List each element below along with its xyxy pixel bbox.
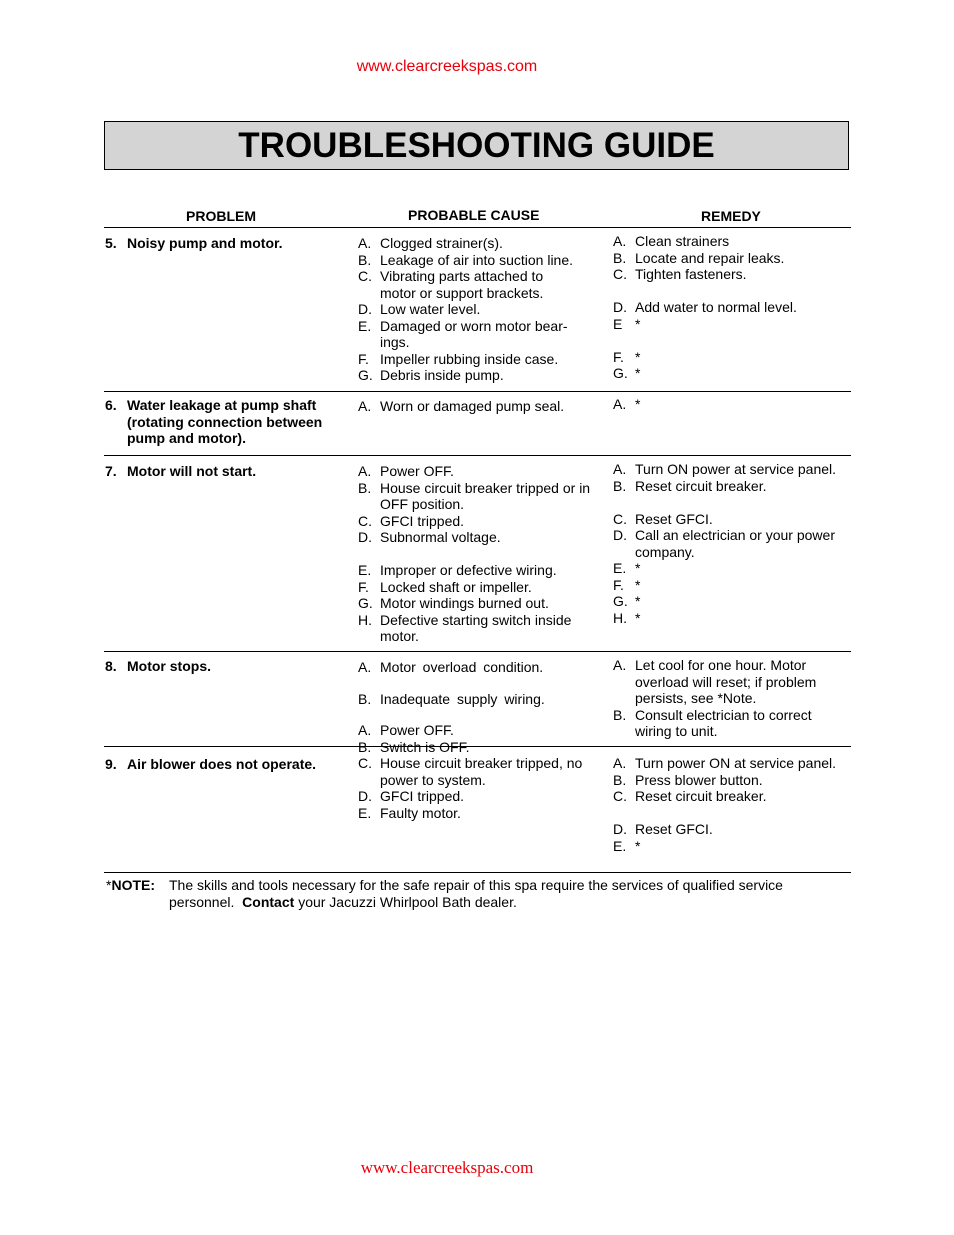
- list-item: A. *: [613, 396, 641, 412]
- list-item: A. Clean strainers: [613, 233, 730, 249]
- list-item: G. *: [613, 593, 641, 609]
- list-item: B. Leakage of air into suction line.: [358, 251, 574, 268]
- list-item: A. Turn power ON at service panel.: [613, 755, 837, 771]
- list-item: F. *: [613, 348, 641, 365]
- row-rule: [104, 651, 851, 652]
- list-item: D. Low water level.: [358, 301, 481, 317]
- list-item: B. Switch is OFF.: [358, 738, 470, 755]
- list-item: G. *: [613, 365, 641, 381]
- column-header-remedy: REMEDY: [701, 208, 761, 224]
- list-item: A. Let cool for one hour. Motor overload will reset; if problem persists, see *Note.: [613, 657, 817, 706]
- remedy-list: [613, 233, 853, 382]
- row-rule: [104, 872, 851, 873]
- list-item: D. Subnormal voltage.: [358, 529, 501, 545]
- list-item: E. Improper or defective wiring.: [358, 562, 557, 578]
- list-item: D. GFCI tripped.: [358, 788, 465, 804]
- list-item: E. Faulty motor.: [358, 804, 461, 821]
- cause-list: [358, 659, 598, 707]
- remedy-list: [613, 396, 853, 413]
- header-url[interactable]: www.clearcreekspas.com: [356, 58, 538, 75]
- note-label: *NOTE:: [106, 877, 156, 893]
- list-item: E. *: [613, 560, 641, 576]
- list-item: B. Consult electrician to correct wiring to unit.: [613, 706, 812, 739]
- list-item: C. Vibrating parts attached to motor or support brackets.: [358, 268, 544, 301]
- list-item: F. *: [613, 576, 641, 593]
- list-item: A. Motor overload condition.: [358, 659, 544, 675]
- cause-list: [358, 722, 598, 821]
- note-bold: Contact: [242, 894, 295, 910]
- list-item: C. Reset circuit breaker.: [613, 788, 767, 804]
- remedy-list: [613, 461, 853, 626]
- list-item: G. Motor windings burned out.: [358, 595, 549, 611]
- row-rule: [104, 455, 851, 456]
- list-item: A. Power OFF.: [358, 722, 454, 738]
- list-item: A. Power OFF.: [358, 463, 454, 479]
- list-item: A. Worn or damaged pump seal.: [358, 398, 565, 414]
- title-box: [104, 121, 849, 170]
- remedy-list: [613, 657, 843, 740]
- cause-list: [358, 463, 598, 645]
- list-item: B. Press blower button.: [613, 771, 763, 788]
- list-item: H. Defective starting switch inside motor.: [358, 611, 572, 644]
- list-item: D. Call an electrician or your power company.: [613, 527, 835, 560]
- list-item: D. Add water to normal level.: [613, 299, 797, 315]
- list-item: F. Impeller rubbing inside case.: [358, 350, 559, 367]
- page-title: TROUBLESHOOTING GUIDE: [238, 125, 715, 165]
- list-item: C. GFCI tripped.: [358, 512, 465, 529]
- list-item: D. Reset GFCI.: [613, 821, 713, 837]
- remedy-list: [613, 755, 853, 854]
- note-text: The skills and tools necessary for the safe repair of this spa require the services of qualified service personnel.: [169, 877, 783, 910]
- list-item: E. Damaged or worn motor bear-ings.: [358, 317, 568, 350]
- list-item: B. Reset circuit breaker.: [613, 477, 767, 494]
- footer-url[interactable]: www.clearcreekspas.com: [360, 1158, 534, 1177]
- list-item: H. *: [613, 609, 641, 626]
- row-rule: [104, 391, 851, 392]
- column-header-problem: PROBLEM: [186, 208, 256, 224]
- list-item: B. Inadequate supply wiring.: [358, 690, 545, 707]
- list-item: B. Locate and repair leaks.: [613, 249, 785, 266]
- cause-list: [358, 398, 598, 415]
- note-text-2: your Jacuzzi Whirlpool Bath dealer.: [298, 894, 517, 910]
- list-item: A. Turn ON power at service panel.: [613, 461, 837, 477]
- list-item: F. Locked shaft or impeller.: [358, 578, 532, 595]
- list-item: C. House circuit breaker tripped, no power to system.: [358, 755, 583, 788]
- list-item: B. House circuit breaker tripped or in OFF position.: [358, 479, 591, 512]
- list-item: E. *: [613, 837, 641, 854]
- header-rule: [104, 227, 851, 228]
- list-item: G. Debris inside pump.: [358, 367, 504, 383]
- list-item: C. Tighten fasteners.: [613, 266, 747, 282]
- list-item: A. Clogged strainer(s).: [358, 235, 503, 251]
- list-item: C. Reset GFCI.: [613, 510, 713, 527]
- list-item: E *: [613, 315, 641, 332]
- cause-list: [358, 235, 598, 384]
- column-header-cause: PROBABLE CAUSE: [408, 207, 540, 223]
